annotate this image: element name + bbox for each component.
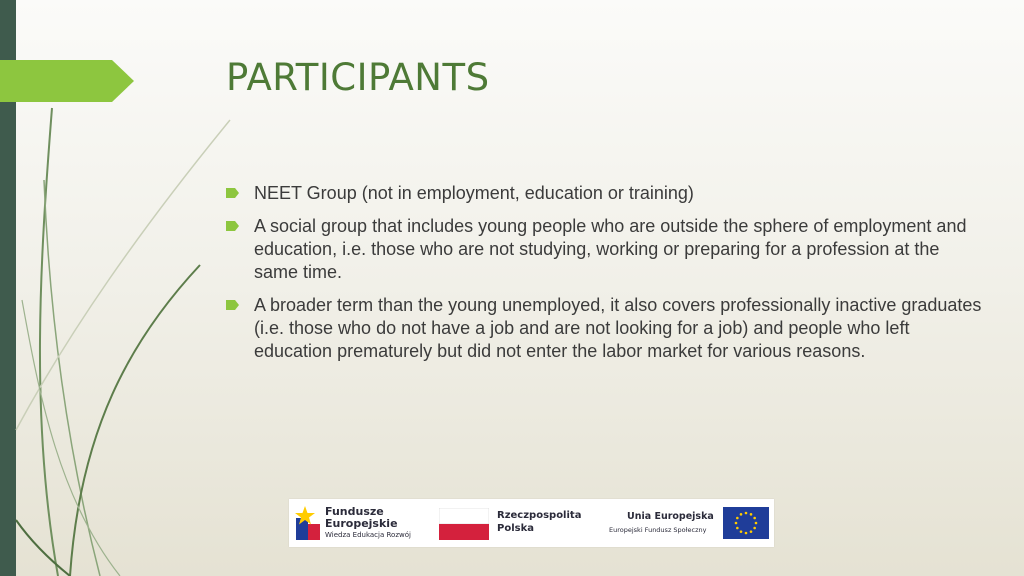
eu-star-icon <box>745 532 748 535</box>
eu-star-icon <box>753 527 756 530</box>
eu-line1: Unia Europejska <box>627 511 714 522</box>
bullet-arrow-icon <box>226 300 239 310</box>
eu-star-icon <box>740 530 743 533</box>
eu-star-icon <box>745 512 748 515</box>
fundusze-tagline: Wiedza Edukacja Rozwój <box>325 531 411 539</box>
eu-star-icon <box>750 530 753 533</box>
fundusze-line2: Europejskie <box>325 517 398 530</box>
rzeczpospolita-polska-logo <box>439 499 589 547</box>
bullet-arrow-icon <box>226 221 239 231</box>
polska-line1: Rzeczpospolita <box>497 510 582 521</box>
bullet-text: A social group that includes young people who are outside the sphere of employment and education, i.e. those who are not studying, working or preparing for a profession at the same time. <box>254 216 967 282</box>
eu-star-icon <box>753 517 756 520</box>
fundusze-line1: Fundusze <box>325 505 384 518</box>
bullet-item <box>226 215 986 284</box>
polska-line2: Polska <box>497 523 534 534</box>
title-arrow-icon <box>0 60 134 102</box>
funding-logos-strip <box>289 499 774 547</box>
eu-flag-icon <box>723 507 769 539</box>
eu-star-icon <box>755 522 758 525</box>
eu-star-icon <box>736 527 739 530</box>
bullet-item <box>226 294 986 363</box>
eu-line2: Europejski Fundusz Społeczny <box>609 526 707 534</box>
fundusze-star-emblem-icon <box>293 504 323 542</box>
bullet-item <box>226 182 986 205</box>
eu-star-icon <box>750 513 753 516</box>
bullet-list <box>226 182 986 373</box>
bullet-text: A broader term than the young unemployed, it also covers professionally inactive graduates (i.e. those who do not have a job and are not looking for a job) and people who left education prematurely but did not enter the labor market for various reasons. <box>254 295 982 361</box>
bullet-text: NEET Group (not in employment, education or training) <box>254 183 694 203</box>
bullet-arrow-icon <box>226 188 239 198</box>
fundusze-europejskie-logo <box>289 499 429 547</box>
unia-europejska-logo <box>607 499 774 547</box>
eu-star-icon <box>736 517 739 520</box>
eu-star-icon <box>735 522 738 525</box>
eu-star-icon <box>740 513 743 516</box>
slide-title: PARTICIPANTS <box>226 56 490 99</box>
polish-flag-icon <box>439 508 489 540</box>
